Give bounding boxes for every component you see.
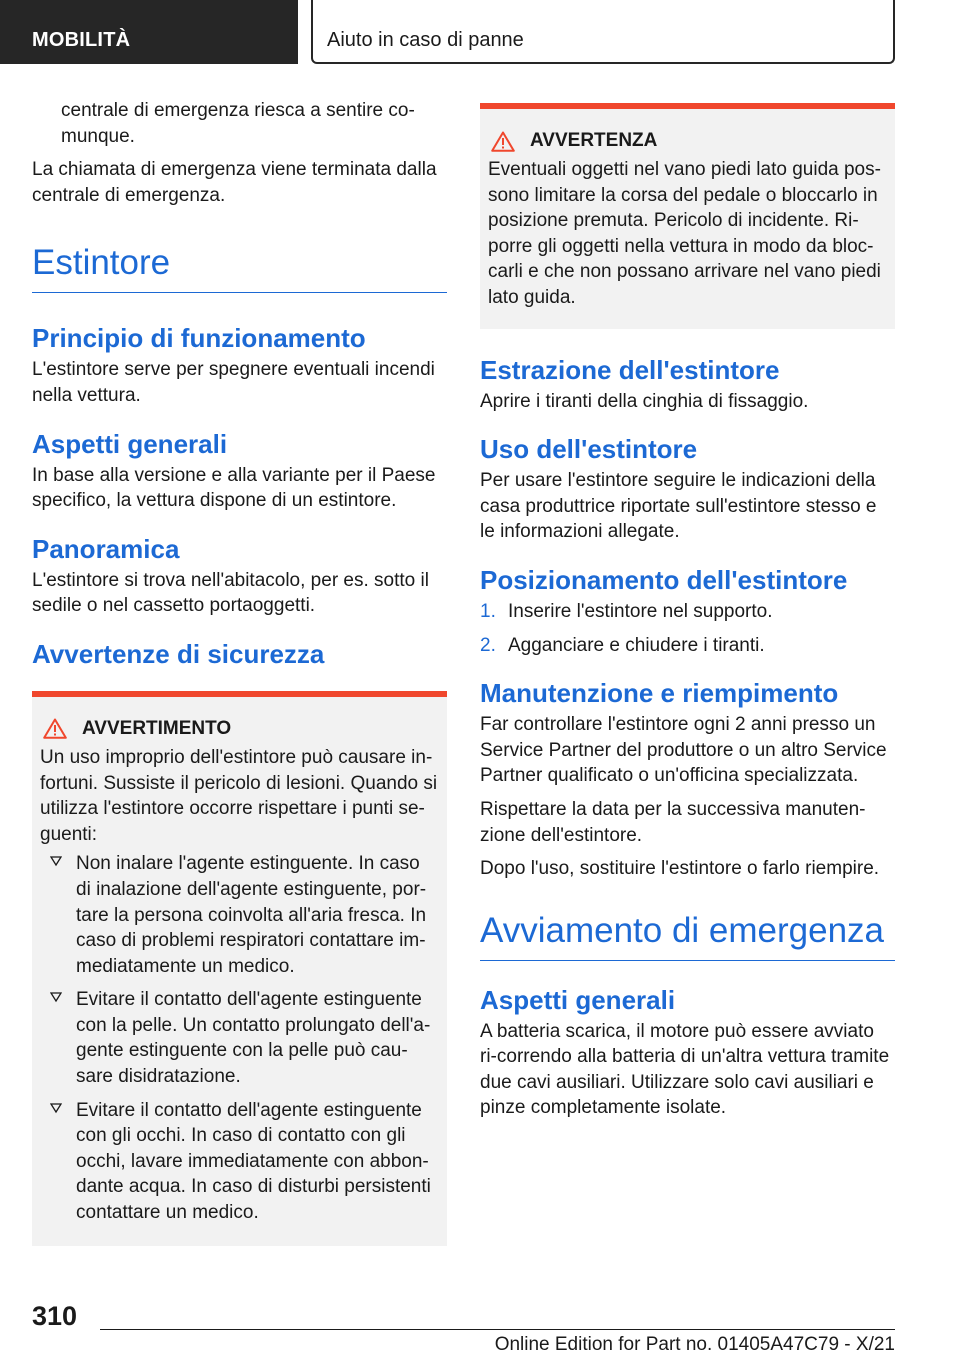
- list-item: [40, 851, 439, 979]
- footer-divider: [100, 1329, 895, 1330]
- bullet-text: Evitare il contatto dell'agente estinguente con la pelle. Un contatto prolungato dell'a-gente estinguente con la pelle può cau-sare disidratazione.: [76, 989, 431, 1088]
- step-number: 1.: [480, 600, 496, 622]
- section-title-general: Aspetti generali: [32, 428, 228, 459]
- warning-bullet-list: [40, 851, 439, 1225]
- warning-text: Un uso improprio dell'estintore può causare in-fortuni. Sussiste il pericolo di lesioni. Quando si utilizza l'estintore occorre rispettare i punti se-guenti:: [40, 746, 438, 845]
- step-text: Inserire l'estintore nel supporto.: [508, 600, 773, 622]
- extraction-text: Aprire i tiranti della cinghia di fissaggio.: [480, 390, 809, 412]
- warning-triangle-icon: [43, 718, 67, 739]
- page-number: 310: [32, 1301, 78, 1331]
- end-call-text: La chiamata di emergenza viene terminata dalla centrale di emergenza.: [32, 159, 437, 206]
- section-title-extraction: Estrazione dell'estintore: [480, 354, 780, 385]
- section-title-overview: Panoramica: [32, 533, 180, 564]
- step-number: 2.: [480, 634, 496, 656]
- section-title-use: Uso dell'estintore: [480, 434, 698, 465]
- section-title-maintenance: Manutenzione e riempimento: [480, 678, 839, 709]
- warning-header: [488, 129, 887, 153]
- warning-box: [480, 103, 895, 329]
- section-title-safety: Avvertenze di sicurezza: [32, 638, 325, 669]
- overview-text: L'estintore si trova nell'abitacolo, per es. sotto il sedile o nel cassetto portaoggetti.: [32, 569, 429, 617]
- list-item: [480, 633, 895, 659]
- section-tab: MOBILITÀ: [0, 0, 298, 64]
- breadcrumb: Aiuto in caso di panne: [311, 0, 895, 64]
- list-item: [40, 987, 439, 1089]
- continued-text: centrale di emergenza riesca a sentire co-munque.: [61, 100, 415, 147]
- warning-box: [32, 691, 447, 1246]
- principle-text: L'estintore serve per spegnere eventuali incendi nella vettura.: [32, 359, 435, 406]
- maintenance-refill-text: Dopo l'uso, sostituire l'estintore o farlo riempire.: [480, 858, 880, 880]
- edition-text: Online Edition for Part no. 01405A47C79 - X/21: [494, 1334, 895, 1355]
- bullet-triangle-icon: [50, 1102, 62, 1114]
- section-title-positioning: Posizionamento dell'estintore: [480, 564, 848, 595]
- jump-start-text: A batteria scarica, il motore può essere avviato ri-correndo alla batteria di un'altra vettura tramite due cavi ausiliari. Utilizzare solo cavi ausiliari e pinze completamente isolate.: [480, 1020, 890, 1119]
- use-text: Per usare l'estintore seguire le indicazioni della casa produttrice riportate sull'estintore stesso e le informazioni allegate.: [480, 470, 877, 543]
- chapter-title-extinguisher: Estintore: [32, 242, 447, 293]
- warning-label: AVVERTENZA: [530, 130, 658, 151]
- list-item: [480, 599, 895, 625]
- left-column: [32, 98, 447, 1246]
- general-text: In base alla versione e alla variante per il Paese specifico, la vettura dispone di un estintore.: [32, 464, 436, 512]
- warning-text: Eventuali oggetti nel vano piedi lato guida pos-sono limitare la corsa del pedale o bloccarlo in posizione premuta. Pericolo di incidente. Ri-porre gli oggetti nella vettura in modo da bloc-carli e che non possano arrivare nel vano piedi lato guida.: [488, 159, 881, 308]
- bullet-triangle-icon: [50, 855, 62, 867]
- chapter-title-jump-start: Avviamento di emergenza: [480, 910, 895, 961]
- positioning-steps: [480, 599, 895, 658]
- warning-triangle-icon: [491, 131, 515, 152]
- warning-header: [40, 717, 439, 741]
- section-title-principle: Principio di funzionamento: [32, 323, 366, 354]
- bullet-triangle-icon: [50, 991, 62, 1003]
- step-text: Agganciare e chiudere i tiranti.: [508, 634, 765, 656]
- maintenance-date-text: Rispettare la data per la successiva manuten-zione dell'estintore.: [480, 798, 866, 846]
- maintenance-text: Far controllare l'estintore ogni 2 anni presso un Service Partner del produttore o un altro Service Partner qualificato o un'officina specializzata.: [480, 714, 887, 787]
- bullet-text: Evitare il contatto dell'agente estinguente con gli occhi. In caso di contatto con gli occhi, lavare immediatamente con abbon-dante acqua. In caso di disturbi persistenti contattare un medico.: [76, 1099, 431, 1224]
- right-column: [480, 103, 895, 1129]
- section-title-general-jump: Aspetti generali: [480, 984, 676, 1015]
- list-item: [40, 1098, 439, 1226]
- warning-label: AVVERTIMENTO: [82, 717, 232, 739]
- bullet-text: Non inalare l'agente estinguente. In caso di inalazione dell'agente estinguente, por-tare la persona coinvolta all'aria fresca. In caso di problemi respiratori contattare im-mediatamente un medico.: [76, 853, 427, 977]
